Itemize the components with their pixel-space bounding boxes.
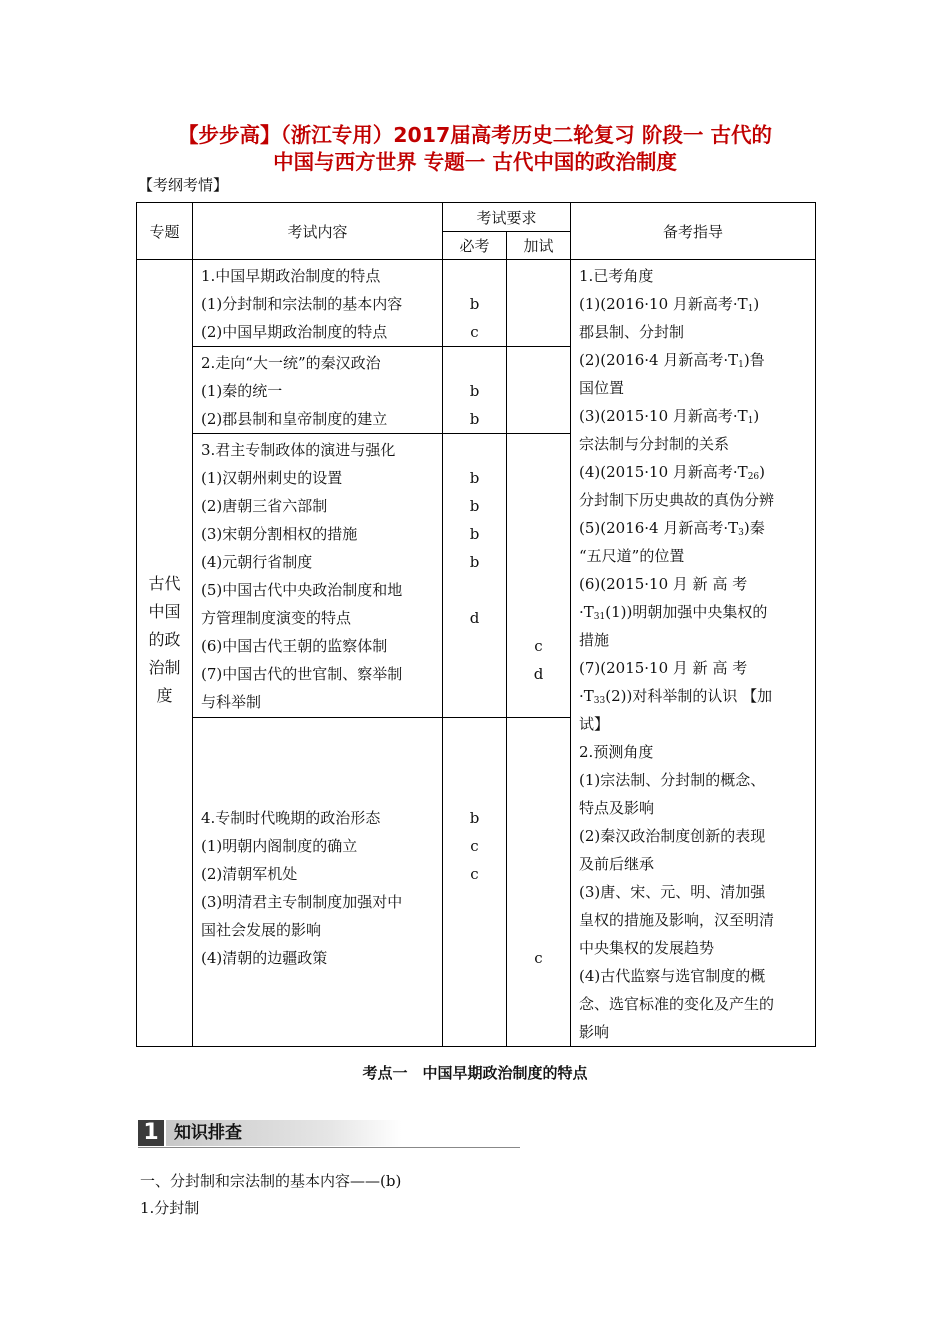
cell-line: (4)元朝行省制度 xyxy=(201,553,313,572)
guide-line: (1)宗法制、分封制的概念、 xyxy=(579,771,766,789)
guide-line: (2)秦汉政治制度创新的表现 xyxy=(579,827,766,845)
cell-line: b xyxy=(469,553,480,572)
topic-line: 中国 xyxy=(148,602,181,621)
cell-line: (1)分封制和宗法制的基本内容 xyxy=(201,295,403,313)
required-cell-4 xyxy=(443,718,507,1047)
guide-line: 特点及影响 xyxy=(579,799,655,817)
guide-line: 皇权的措施及影响，汉至明清 xyxy=(579,911,775,929)
title-line-2: 中国与西方世界 专题一 古代中国的政治制度 xyxy=(273,150,677,174)
cell-line xyxy=(443,688,506,716)
guide-line: “五尺道”的位置 xyxy=(579,547,685,565)
cell-line xyxy=(507,604,570,632)
cell-line: (5)中国古代中央政治制度和地 xyxy=(201,581,403,600)
guide-line: $\cdot T_{31}(1)$)明朝加强中央集权的 xyxy=(579,603,768,622)
cell-line: (6)中国古代王朝的监察体制 xyxy=(201,637,388,656)
cell-line: (2)郡县制和皇帝制度的建立 xyxy=(201,410,388,429)
cell-line xyxy=(443,576,506,604)
cell-line: (2)清朝军机处 xyxy=(201,865,298,884)
header-requirement: 考试要求 xyxy=(443,203,571,232)
cell-line: b xyxy=(469,469,480,488)
cell-line xyxy=(507,748,570,776)
guide-line: (5)(2016·4 月新高考$\cdot T_3$)秦 xyxy=(579,519,765,538)
cell-line: b xyxy=(469,410,480,429)
kaodian-heading: 考点一 中国早期政治制度的特点 xyxy=(362,1064,588,1082)
cell-line: 与科举制 xyxy=(201,693,262,712)
header-extra: 加试 xyxy=(507,232,571,260)
cell-line: b xyxy=(469,809,480,828)
document-title xyxy=(0,122,950,176)
cell-line xyxy=(507,860,570,888)
header-topic: 专题 xyxy=(137,203,193,260)
guide-line: (6)(2015·10 月 新 高 考 xyxy=(579,575,748,593)
cell-line: c xyxy=(534,949,543,968)
cell-line xyxy=(507,262,570,290)
guide-line: (2)(2016·4 月新高考$\cdot T_1$)鲁 xyxy=(579,351,765,370)
cell-line xyxy=(443,944,506,972)
cell-line xyxy=(507,776,570,804)
cell-line xyxy=(507,377,570,405)
section-heading: 一、分封制和宗法制的基本内容——(b) xyxy=(140,1172,402,1190)
cell-line: 4.专制时代晚期的政治形态 xyxy=(201,809,381,828)
section-label: 【考纲考情】 xyxy=(138,176,229,194)
cell-line: 2.走向“大一统”的秦汉政治 xyxy=(201,354,381,373)
cell-line xyxy=(507,290,570,318)
cell-line xyxy=(507,318,570,346)
guide-line: (4)(2015·10 月新高考$\cdot T_{26}$) xyxy=(579,463,765,482)
cell-line xyxy=(443,888,506,916)
cell-line: (1)明朝内阁制度的确立 xyxy=(201,837,358,856)
header-required: 必考 xyxy=(443,232,507,260)
cell-line: c xyxy=(470,323,479,341)
header-guide: 备考指导 xyxy=(571,203,816,260)
cell-line xyxy=(507,804,570,832)
cell-line: c xyxy=(470,837,479,856)
cell-line xyxy=(507,576,570,604)
cell-line xyxy=(507,720,570,748)
banner-underline xyxy=(138,1147,520,1148)
cell-line xyxy=(507,349,570,377)
cell-line xyxy=(507,492,570,520)
guide-line: 分封制下历史典故的真伪分辨 xyxy=(579,491,775,509)
guide-line: 2.预测角度 xyxy=(579,743,654,761)
extra-cell-1 xyxy=(507,260,571,347)
cell-line xyxy=(507,916,570,944)
cell-line: d xyxy=(533,665,544,684)
guide-line: 措施 xyxy=(579,631,610,649)
cell-line: b xyxy=(469,497,480,516)
extra-cell-3 xyxy=(507,434,571,718)
cell-line: (3)宋朝分割相权的措施 xyxy=(201,525,358,544)
cell-line: c xyxy=(470,865,479,884)
cell-line xyxy=(443,436,506,464)
guide-line: (7)(2015·10 月 新 高 考 xyxy=(579,659,748,677)
cell-line: (1)秦的统一 xyxy=(201,382,283,401)
guide-line: 国位置 xyxy=(579,379,625,397)
content-cell-2 xyxy=(193,347,443,434)
topic-line: 度 xyxy=(156,686,173,705)
cell-line: (4)清朝的边疆政策 xyxy=(201,949,328,968)
knowledge-check-banner xyxy=(138,1120,520,1150)
guide-line: $\cdot T_{33}(2)$)对科举制的认识 【加 xyxy=(579,687,773,706)
extra-cell-2 xyxy=(507,347,571,434)
cell-line: (2)唐朝三省六部制 xyxy=(201,497,328,516)
cell-line xyxy=(443,916,506,944)
title-line-1: 【步步高】（浙江专用）2017届高考历史二轮复习 阶段一 古代的 xyxy=(177,123,773,147)
cell-line: b xyxy=(469,382,480,401)
cell-line xyxy=(507,405,570,433)
topic-line: 古代 xyxy=(148,574,181,593)
cell-line xyxy=(443,632,506,660)
cell-line: 方管理制度演变的特点 xyxy=(201,609,352,628)
cell-line xyxy=(507,688,570,716)
cell-line: (1)汉朝州刺史的设置 xyxy=(201,469,343,488)
cell-line: 1.中国早期政治制度的特点 xyxy=(201,267,381,285)
guide-line: (3)唐、宋、元、明、清加强 xyxy=(579,883,766,901)
topic-line: 的政 xyxy=(148,630,181,649)
cell-line xyxy=(507,832,570,860)
guide-line: (1)(2016·10 月新高考$\cdot T_1$) xyxy=(579,295,760,314)
guide-line: 及前后继承 xyxy=(579,855,655,873)
content-cell-4 xyxy=(193,718,443,1047)
cell-line: c xyxy=(534,637,543,656)
cell-line: 3.君主专制政体的演进与强化 xyxy=(201,441,396,460)
subsection-heading: 1.分封制 xyxy=(140,1199,200,1217)
cell-line: b xyxy=(469,295,480,313)
cell-line xyxy=(201,748,442,776)
cell-line xyxy=(443,349,506,377)
guide-line: 1.已考角度 xyxy=(579,267,654,285)
content-cell-3 xyxy=(193,434,443,718)
topic-cell xyxy=(137,260,193,1047)
guide-line: 试】 xyxy=(579,715,610,733)
syllabus-table xyxy=(136,202,816,1047)
content-cell-1 xyxy=(193,260,443,347)
topic-line: 治制 xyxy=(148,658,181,677)
cell-line xyxy=(443,748,506,776)
cell-line xyxy=(507,520,570,548)
header-content: 考试内容 xyxy=(193,203,443,260)
guide-cell xyxy=(571,260,816,1047)
cell-line xyxy=(201,776,442,804)
cell-line: b xyxy=(469,525,480,544)
cell-line xyxy=(507,464,570,492)
required-cell-3 xyxy=(443,434,507,718)
extra-cell-4 xyxy=(507,718,571,1047)
required-cell-1 xyxy=(443,260,507,347)
cell-line: (7)中国古代的世官制、察举制 xyxy=(201,665,403,684)
cell-line xyxy=(507,436,570,464)
guide-line: 念、选官标准的变化及产生的 xyxy=(579,995,775,1013)
cell-line: 国社会发展的影响 xyxy=(201,921,322,940)
cell-line xyxy=(443,720,506,748)
required-cell-2 xyxy=(443,347,507,434)
guide-line: 郡县制、分封制 xyxy=(579,323,685,341)
cell-line: (3)明清君主专制制度加强对中 xyxy=(201,893,403,912)
guide-line: 宗法制与分封制的关系 xyxy=(579,435,730,453)
cell-line: (2)中国早期政治制度的特点 xyxy=(201,323,388,341)
cell-line xyxy=(443,776,506,804)
guide-line: 影响 xyxy=(579,1023,610,1041)
cell-line xyxy=(507,548,570,576)
guide-line: (4)古代监察与选官制度的概 xyxy=(579,967,766,985)
cell-line xyxy=(201,720,442,748)
banner-number: 1 xyxy=(138,1120,164,1146)
banner-label: 知识排查 xyxy=(174,1123,242,1143)
cell-line xyxy=(443,660,506,688)
cell-line xyxy=(443,262,506,290)
guide-line: 中央集权的发展趋势 xyxy=(579,939,715,957)
cell-line: d xyxy=(469,609,480,628)
cell-line xyxy=(507,888,570,916)
guide-line: (3)(2015·10 月新高考$\cdot T_1$) xyxy=(579,407,760,426)
